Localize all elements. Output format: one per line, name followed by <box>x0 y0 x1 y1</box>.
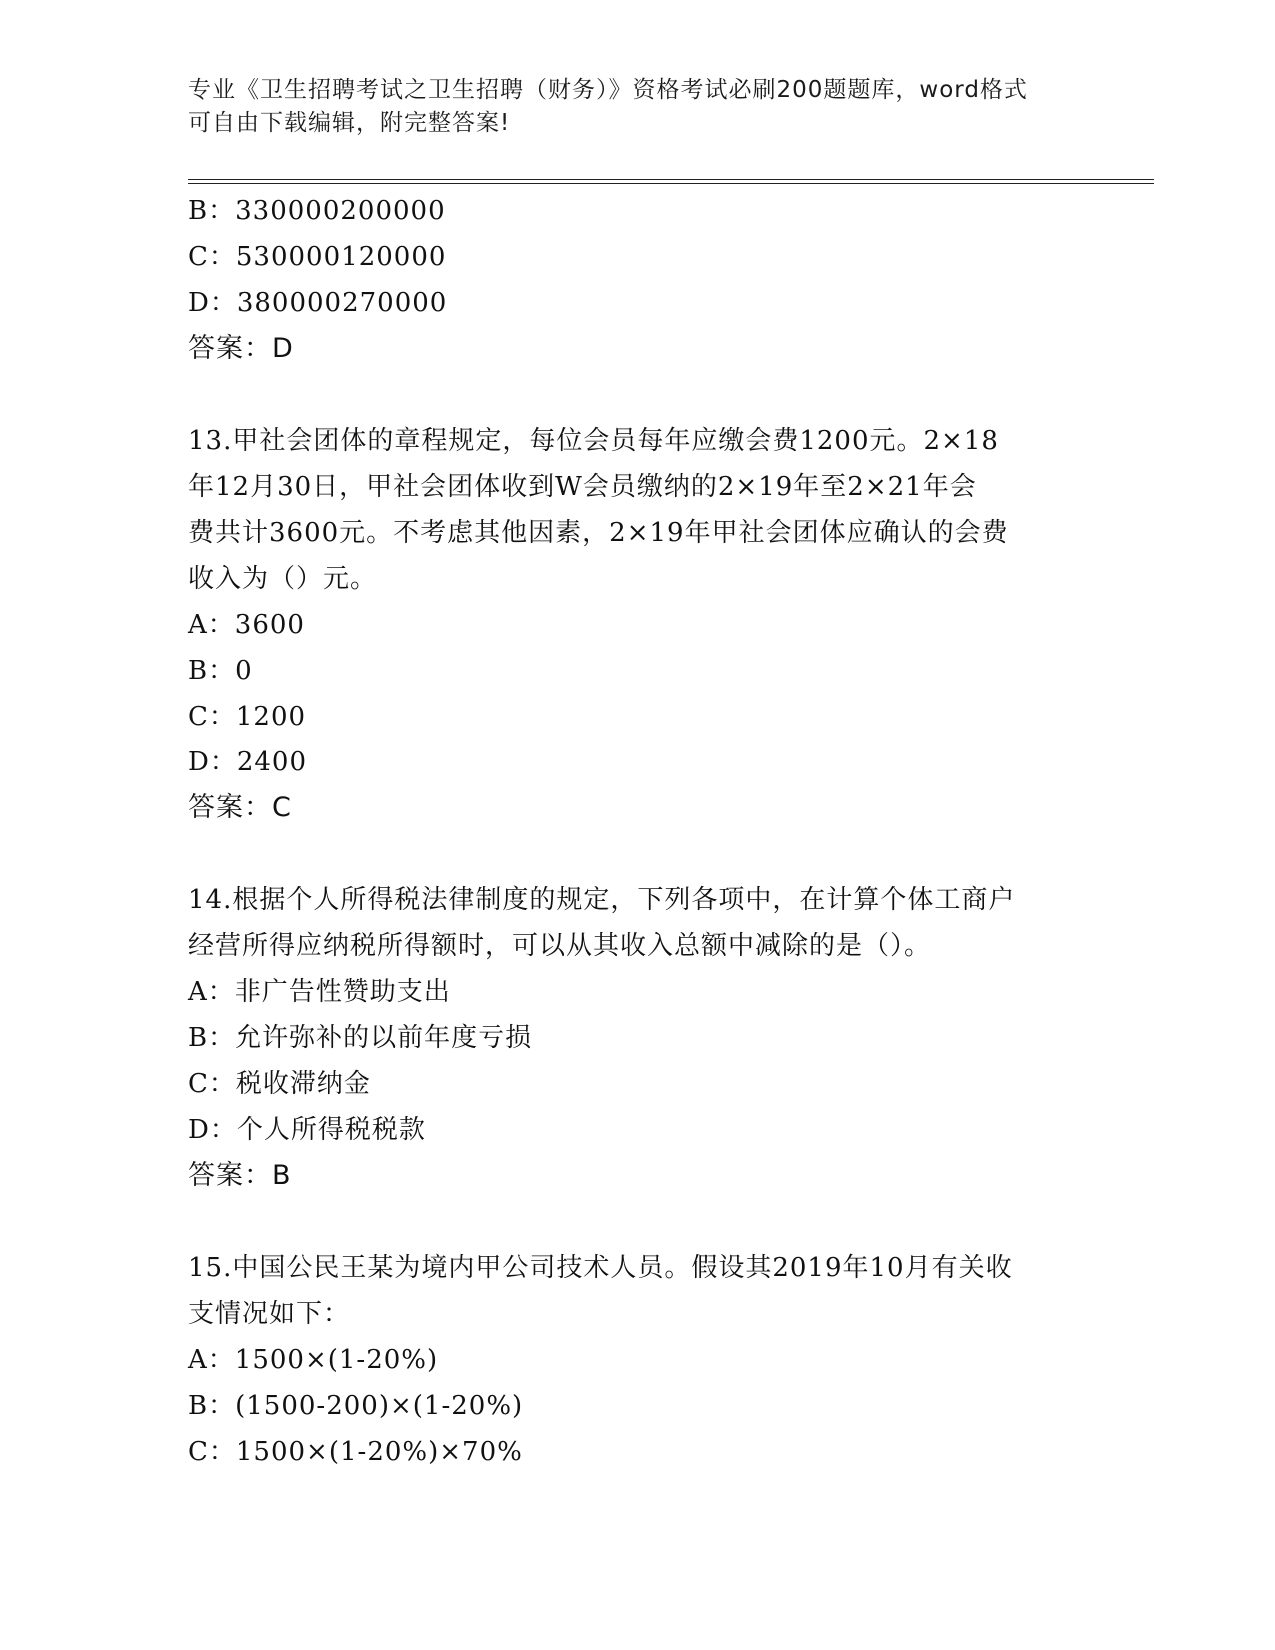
question-stem-line: 年12月30日，甲社会团体收到W会员缴纳的2×19年至2×21年会 <box>188 472 977 502</box>
option-a: A：1500×(1-20%) <box>188 1345 439 1375</box>
question-stem-line: 13.甲社会团体的章程规定，每位会员每年应缴会费1200元。2×18 <box>188 426 999 456</box>
option-b: B：(1500-200)×(1-20%) <box>188 1391 524 1421</box>
option-a: A：非广告性赞助支出 <box>188 977 451 1007</box>
answer-line: 答案：B <box>188 1160 292 1191</box>
header-title-line-1: 专业《卫生招聘考试之卫生招聘（财务）》资格考试必刷200题题库，word格式 <box>188 77 1028 103</box>
question-stem-line: 收入为（）元。 <box>188 564 378 594</box>
option-c: C：530000120000 <box>188 242 447 272</box>
header-divider-bottom <box>188 183 1154 184</box>
question-stem-line: 支情况如下： <box>188 1299 351 1329</box>
answer-line: 答案：D <box>188 333 294 364</box>
question-stem-line: 经营所得应纳税所得额时，可以从其收入总额中减除的是（）。 <box>188 931 932 961</box>
option-a: A：3600 <box>188 610 305 640</box>
option-d: D：2400 <box>188 747 308 777</box>
header-divider-top <box>188 179 1154 180</box>
option-d: D：个人所得税税款 <box>188 1115 426 1145</box>
question-stem-line: 15.中国公民王某为境内甲公司技术人员。假设其2019年10月有关收 <box>188 1253 1013 1283</box>
option-b: B：0 <box>188 656 253 686</box>
option-b: B：允许弥补的以前年度亏损 <box>188 1023 533 1053</box>
option-c: C：1500×(1-20%)×70% <box>188 1437 523 1467</box>
option-b: B：330000200000 <box>188 196 446 226</box>
question-stem-line: 14.根据个人所得税法律制度的规定，下列各项中，在计算个体工商户 <box>188 885 1016 915</box>
header-title-line-2: 可自由下载编辑，附完整答案! <box>188 110 511 136</box>
option-c: C：税收滞纳金 <box>188 1069 371 1099</box>
question-stem-line: 费共计3600元。不考虑其他因素，2×19年甲社会团体应确认的会费 <box>188 518 1009 548</box>
option-c: C：1200 <box>188 702 307 732</box>
page-header <box>188 74 1088 140</box>
answer-line: 答案：C <box>188 792 292 823</box>
option-d: D：380000270000 <box>188 288 448 318</box>
